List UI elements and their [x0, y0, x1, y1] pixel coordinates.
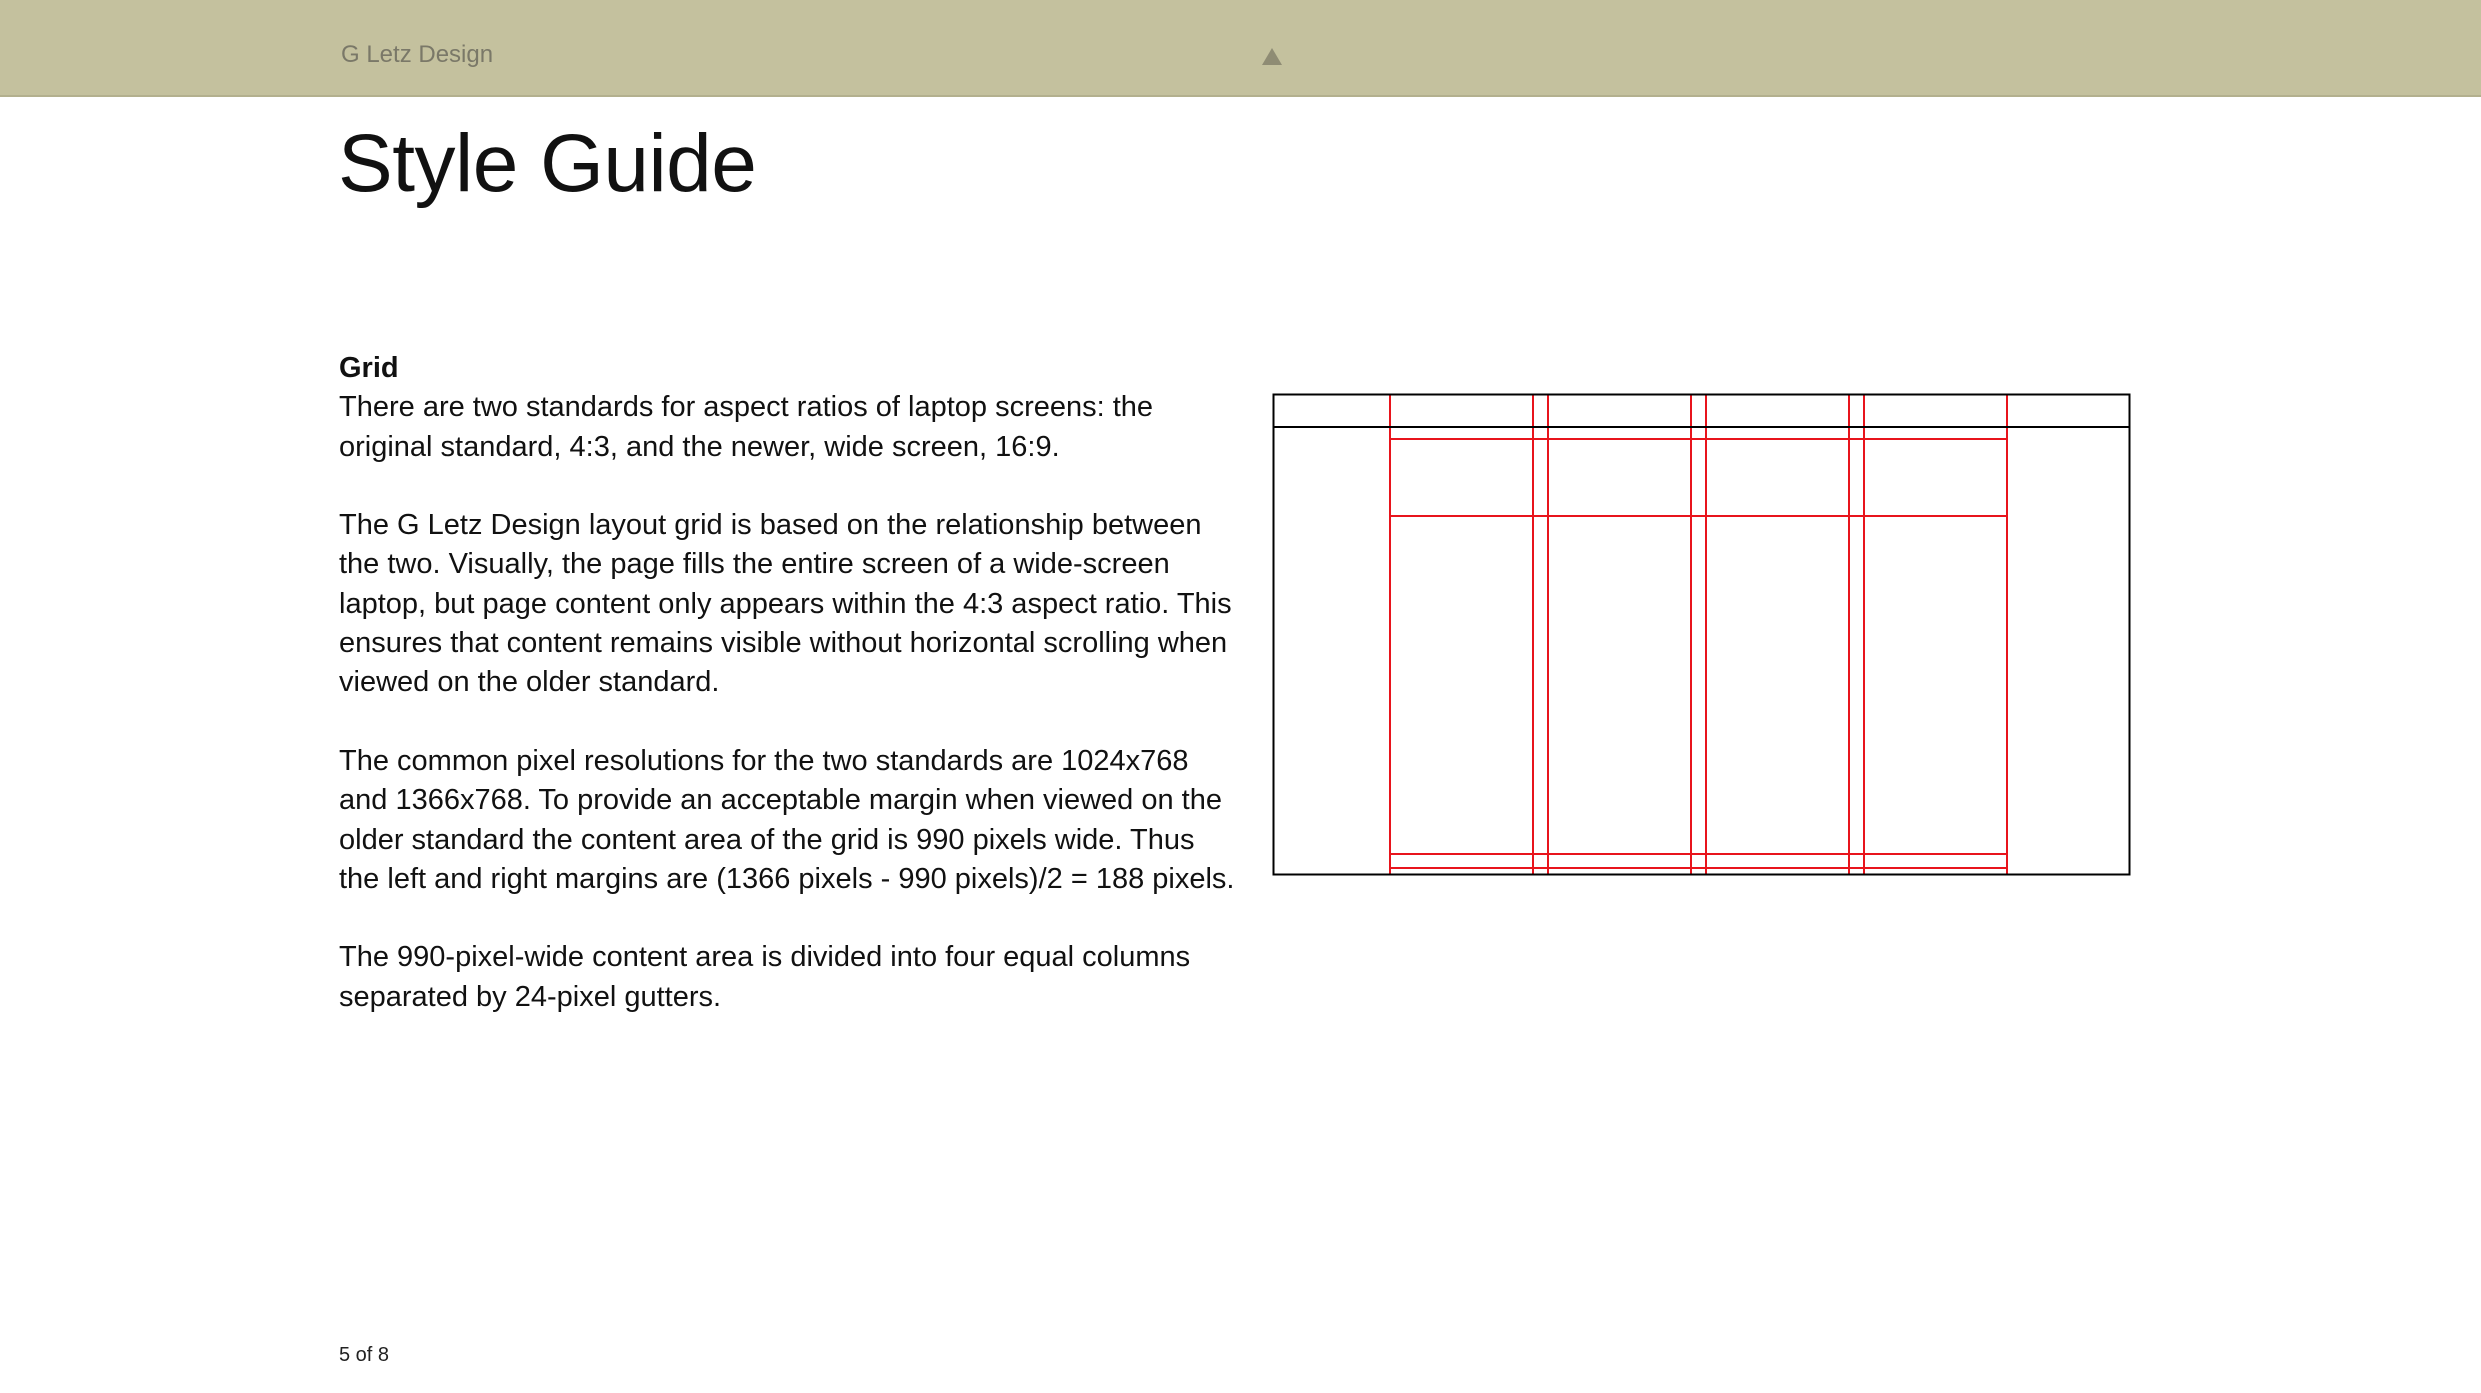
brand-link[interactable]: G Letz Design — [341, 41, 494, 68]
triangle-up-icon[interactable] — [1262, 48, 1282, 65]
paragraph-columns: The 990-pixel-wide content area is divided into four equal columns separated by 24-pixel gutters. — [339, 941, 1191, 1013]
page-number: 5 of 8 — [339, 1344, 390, 1366]
section-heading: Grid — [339, 352, 399, 384]
top-bar — [0, 0, 2481, 97]
grid-section — [339, 349, 1239, 1056]
page-title: Style Guide — [338, 118, 757, 209]
paragraph-layout-grid: The G Letz Design layout grid is based on the relationship between the two. Visually, the page fills the entire screen of a wide-screen laptop, but page content only appears within the 4:3 aspect ratio. This ensures that content remains visible without horizontal scrolling when viewed on the older standard. — [339, 509, 1232, 699]
paragraph-pixel-resolutions: The common pixel resolutions for the two standards are 1024x768 and 1366x768. To provide an acceptable margin when viewed on the older standard the content area of the grid is 990 pixels wide. Thus the left and right margins are (1366 pixels - 990 pixels)/2 = 188 pixels. — [339, 744, 1235, 895]
grid-lines — [1390, 394, 2007, 874]
layout-grid-diagram — [1272, 393, 2132, 877]
screen-outline — [1274, 395, 2130, 875]
paragraph-aspect-ratios: There are two standards for aspect ratios of laptop screens: the original standard, 4:3, and the newer, wide screen, 16:9. — [339, 391, 1154, 463]
diagram-outline — [1274, 395, 2130, 875]
